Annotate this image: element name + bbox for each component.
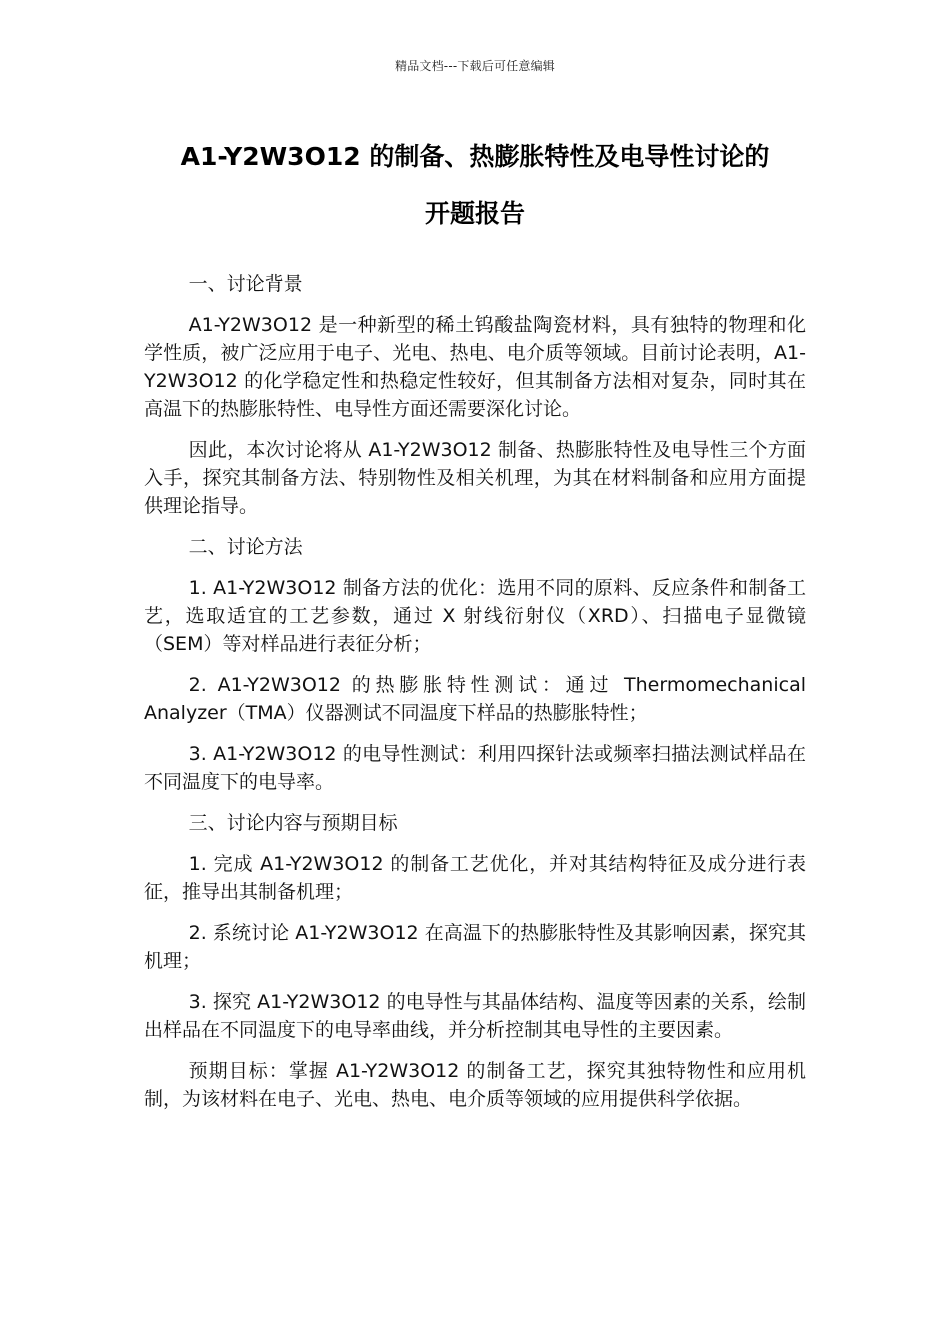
paragraph-method-3: 3. A1-Y2W3O12 的电导性测试：利用四探针法或频率扫描法测试样品在不同温度下的电导率。 <box>144 743 806 793</box>
document-title-line-2: 开题报告 <box>424 199 525 228</box>
paragraph-content-3: 3. 探究 A1-Y2W3O12 的电导性与其晶体结构、温度等因素的关系，绘制出样品在不同温度下的电导率曲线，并分析控制其电导性的主要因素。 <box>144 991 806 1041</box>
document-body <box>144 270 806 1126</box>
paragraph-method-1: 1. A1-Y2W3O12 制备方法的优化：选用不同的原料、反应条件和制备工艺，选取适宜的工艺参数，通过 X 射线衍射仪（XRD）、扫描电子显微镜（SEM）等对样品进行表征分析； <box>144 577 806 655</box>
section-heading-method: 二、讨论方法 <box>188 536 303 558</box>
paragraph-background-2: 因此，本次讨论将从 A1-Y2W3O12 制备、热膨胀特性及电导性三个方面入手，探究其制备方法、特别物性及相关机理，为其在材料制备和应用方面提供理论指导。 <box>144 439 806 517</box>
paragraph-method-2: 2. A1-Y2W3O12 的热膨胀特性测试：通过 Thermomechanical Analyzer（TMA）仪器测试不同温度下样品的热膨胀特性； <box>144 674 806 724</box>
paragraph-content-2: 2. 系统讨论 A1-Y2W3O12 在高温下的热膨胀特性及其影响因素，探究其机理； <box>144 922 806 972</box>
section-heading-background: 一、讨论背景 <box>188 273 303 295</box>
document-title-line-1: A1-Y2W3O12 的制备、热膨胀特性及电导性讨论的 <box>180 142 770 171</box>
section-heading-content: 三、讨论内容与预期目标 <box>188 812 398 834</box>
paragraph-content-1: 1. 完成 A1-Y2W3O12 的制备工艺优化，并对其结构特征及成分进行表征，推导出其制备机理； <box>144 853 806 903</box>
paragraph-goal: 预期目标：掌握 A1-Y2W3O12 的制备工艺，探究其独特物性和应用机制，为该材料在电子、光电、热电、电介质等领域的应用提供科学依据。 <box>144 1060 806 1110</box>
paragraph-background-1: A1-Y2W3O12 是一种新型的稀土钨酸盐陶瓷材料，具有独特的物理和化学性质，被广泛应用于电子、光电、热电、电介质等领域。目前讨论表明，A1-Y2W3O12 的化学稳定性和热稳定性较好，但其制备方法相对复杂，同时其在高温下的热膨胀特性、电导性方面还需要深化讨论。 <box>144 314 806 420</box>
header-note: 精品文档---下载后可任意编辑 <box>395 59 555 73</box>
